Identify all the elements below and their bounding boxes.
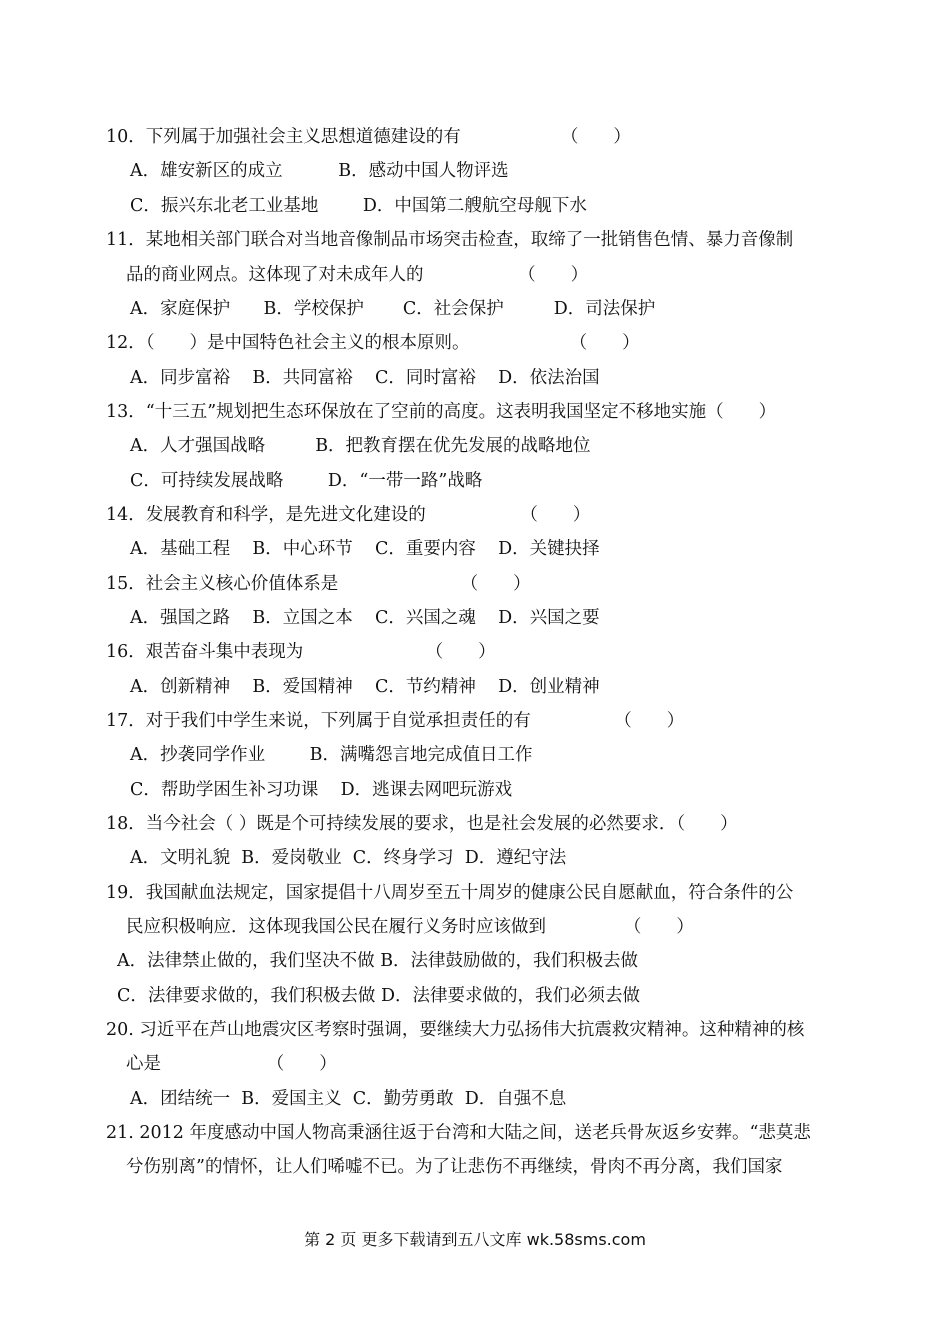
text-line: A．法律禁止做的，我们坚决不做 B．法律鼓励做的，我们积极去做 — [117, 951, 639, 971]
text-line: 10．下列属于加强社会主义思想道德建设的有 （ ） — [106, 127, 631, 147]
text-line: 13．“十三五”规划把生态环保放在了空前的高度。这表明我国坚定不移地实施（ ） — [106, 402, 777, 422]
text-line: A．创新精神 B．爱国精神 C．节约精神 D．创业精神 — [130, 677, 600, 697]
text-line: 兮伤别离”的情怀，让人们唏嘘不已。为了让悲伤不再继续，骨肉不再分离，我们国家 — [126, 1157, 783, 1177]
text-line: 12．（ ）是中国特色社会主义的根本原则。 （ ） — [106, 333, 640, 353]
text-line: 20. 习近平在芦山地震灾区考察时强调，要继续大力弘扬伟大抗震救灾精神。这种精神的核 — [106, 1020, 805, 1040]
text-line: 16．艰苦奋斗集中表现为 （ ） — [106, 642, 496, 662]
text-line: 品的商业网点。这体现了对未成年人的 （ ） — [126, 265, 589, 285]
text-line: A．团结统一 B．爱国主义 C．勤劳勇敢 D．自强不息 — [130, 1089, 567, 1109]
text-line: A．抄袭同学作业 B．满嘴怨言地完成值日工作 — [130, 745, 533, 765]
text-line: C．帮助学困生补习功课 D．逃课去网吧玩游戏 — [130, 780, 513, 800]
text-line: 心是 （ ） — [126, 1054, 337, 1074]
text-line: A．家庭保护 B．学校保护 C．社会保护 D．司法保护 — [130, 299, 656, 319]
text-line: C．振兴东北老工业基地 D．中国第二艘航空母舰下水 — [130, 196, 587, 216]
text-line: 民应积极响应．这体现我国公民在履行义务时应该做到 （ ） — [126, 917, 694, 937]
text-line: C．法律要求做的，我们积极去做 D．法律要求做的，我们必须去做 — [117, 986, 640, 1006]
page-footer: 第 2 页 更多下载请到五八文库 wk.58sms.com — [304, 1230, 646, 1249]
text-line: A．人才强国战略 B．把教育摆在优先发展的战略地位 — [130, 436, 591, 456]
text-line: 15．社会主义核心价值体系是 （ ） — [106, 574, 531, 594]
text-line: 21. 2012 年度感动中国人物高秉涵往返于台湾和大陆之间，送老兵骨灰返乡安葬。“悲莫悲 — [106, 1123, 811, 1143]
text-line: A．雄安新区的成立 B．感动中国人物评选 — [130, 161, 509, 181]
text-line: 14．发展教育和科学，是先进文化建设的 （ ） — [106, 505, 591, 525]
text-line: A．基础工程 B．中心环节 C．重要内容 D．关键抉择 — [130, 539, 600, 559]
text-line: C．可持续发展战略 D．“一带一路”战略 — [130, 471, 483, 491]
text-line: 18．当今社会（ ）既是个可持续发展的要求，也是社会发展的必然要求．（ ） — [106, 814, 738, 834]
text-line: A．文明礼貌 B．爱岗敬业 C．终身学习 D．遵纪守法 — [130, 848, 567, 868]
text-line: 17．对于我们中学生来说，下列属于自觉承担责任的有 （ ） — [106, 711, 685, 731]
text-line: 19．我国献血法规定，国家提倡十八周岁至五十周岁的健康公民自愿献血，符合条件的公 — [106, 883, 794, 903]
text-line: 11．某地相关部门联合对当地音像制品市场突击检查，取缔了一批销售色情、暴力音像制 — [106, 230, 794, 250]
text-line: A．强国之路 B．立国之本 C．兴国之魂 D．兴国之要 — [130, 608, 600, 628]
text-line: A．同步富裕 B．共同富裕 C．同时富裕 D．依法治国 — [130, 368, 600, 388]
